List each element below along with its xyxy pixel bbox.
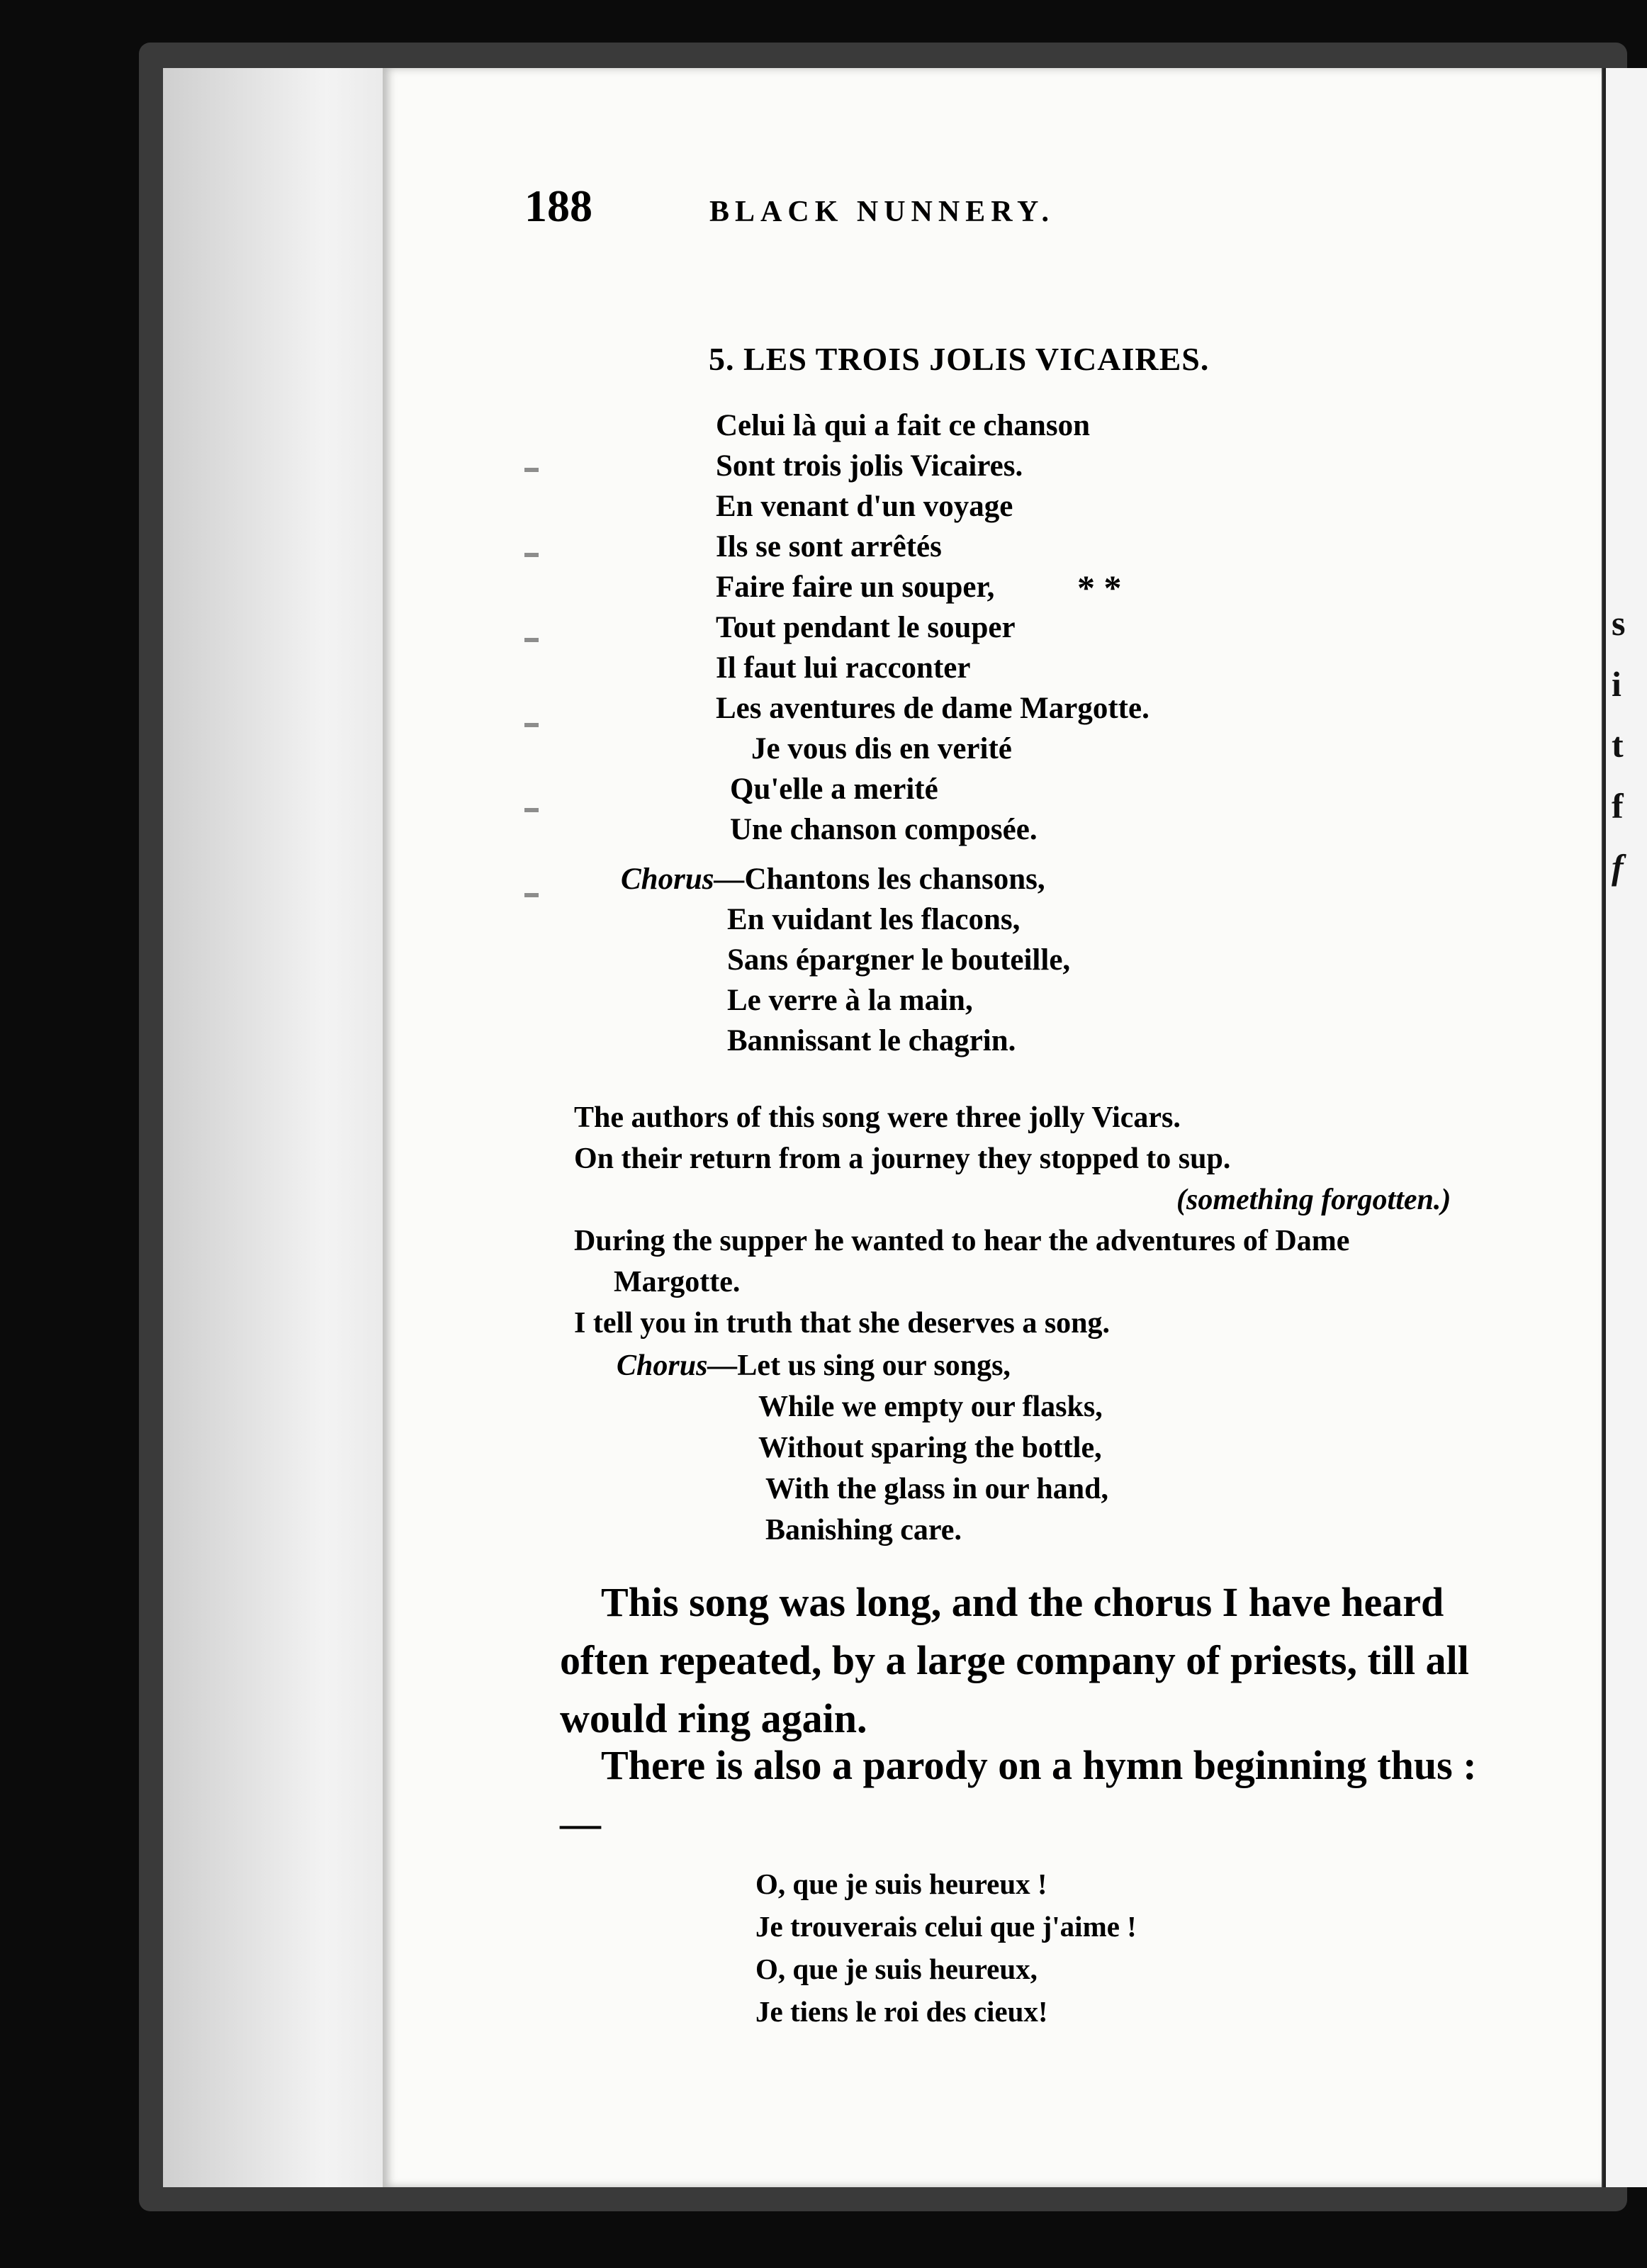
chorus-line: While we empty our flasks,	[758, 1391, 1103, 1423]
hymn-line: O, que je suis heureux,	[755, 1953, 1038, 1985]
hymn-line: Je tiens le roi des cieux!	[755, 1995, 1048, 2028]
translation-line: (something forgotten.)	[1176, 1184, 1451, 1216]
verse-line: Ils se sont arrêtés	[716, 530, 942, 563]
english-chorus	[617, 1345, 1108, 1551]
page-number: 188	[524, 181, 592, 231]
french-verse	[716, 405, 1149, 850]
chorus-line: Without sparing the bottle,	[758, 1432, 1102, 1464]
chorus-line: With the glass in our hand,	[765, 1473, 1108, 1505]
margin-marks	[524, 425, 539, 964]
verse-line: Il faut lui racconter	[716, 651, 971, 685]
hymn-verse	[755, 1863, 1137, 2033]
verse-line: Tout pendant le souper	[716, 611, 1016, 644]
chorus-line: Chantons les chansons,	[744, 863, 1045, 896]
omission-stars: * *	[1077, 568, 1122, 607]
chorus-label: Chorus—	[617, 1349, 738, 1382]
facing-page-letters: s i t f f	[1612, 603, 1626, 887]
translation	[574, 1097, 1451, 1344]
page-header	[524, 180, 1517, 232]
french-chorus	[621, 859, 1070, 1061]
verse-line: Les aventures de dame Margotte.	[716, 692, 1149, 725]
translation-line: The authors of this song were three jolly Vicars.	[574, 1101, 1181, 1134]
paragraph: There is also a parody on a hymn beginning thus :—	[560, 1742, 1477, 1846]
song-title: 5. LES TROIS JOLIS VICAIRES.	[709, 341, 1210, 377]
translation-line: During the supper he wanted to hear the adventures of Dame	[574, 1225, 1350, 1257]
verse-line: En venant d'un voyage	[716, 490, 1013, 523]
verse-line: Je vous dis en verité	[751, 732, 1012, 765]
chorus-line: Banishing care.	[765, 1514, 962, 1546]
chorus-line: Bannissant le chagrin.	[727, 1024, 1016, 1057]
chorus-line: Le verre à la main,	[727, 984, 973, 1017]
facing-page-edge	[1603, 68, 1647, 2187]
verse-line: Faire faire un souper,	[716, 571, 995, 604]
chorus-line: Let us sing our songs,	[737, 1349, 1011, 1382]
chorus-label: Chorus—	[621, 863, 745, 896]
hymn-line: Je trouverais celui que j'aime !	[755, 1910, 1137, 1943]
chorus-line: En vuidant les flacons,	[727, 903, 1021, 936]
verse-line: Qu'elle a merité	[730, 773, 938, 806]
chorus-line: Sans épargner le bouteille,	[727, 943, 1071, 977]
hymn-line: O, que je suis heureux !	[755, 1868, 1047, 1900]
translation-line: Margotte.	[614, 1266, 741, 1298]
verse-line: Une chanson composée.	[730, 813, 1038, 846]
translation-line: On their return from a journey they stopped to sup.	[574, 1143, 1231, 1175]
verse-line: Sont trois jolis Vicaires.	[716, 449, 1023, 483]
page-edge	[163, 68, 397, 2187]
running-head: BLACK NUNNERY.	[709, 196, 1055, 228]
verse-line: Celui là qui a fait ce chanson	[716, 409, 1090, 442]
translation-line: I tell you in truth that she deserves a song.	[574, 1307, 1111, 1340]
paragraph: This song was long, and the chorus I have heard often repeated, by a large company of priests, till all would ring again.	[560, 1579, 1469, 1741]
